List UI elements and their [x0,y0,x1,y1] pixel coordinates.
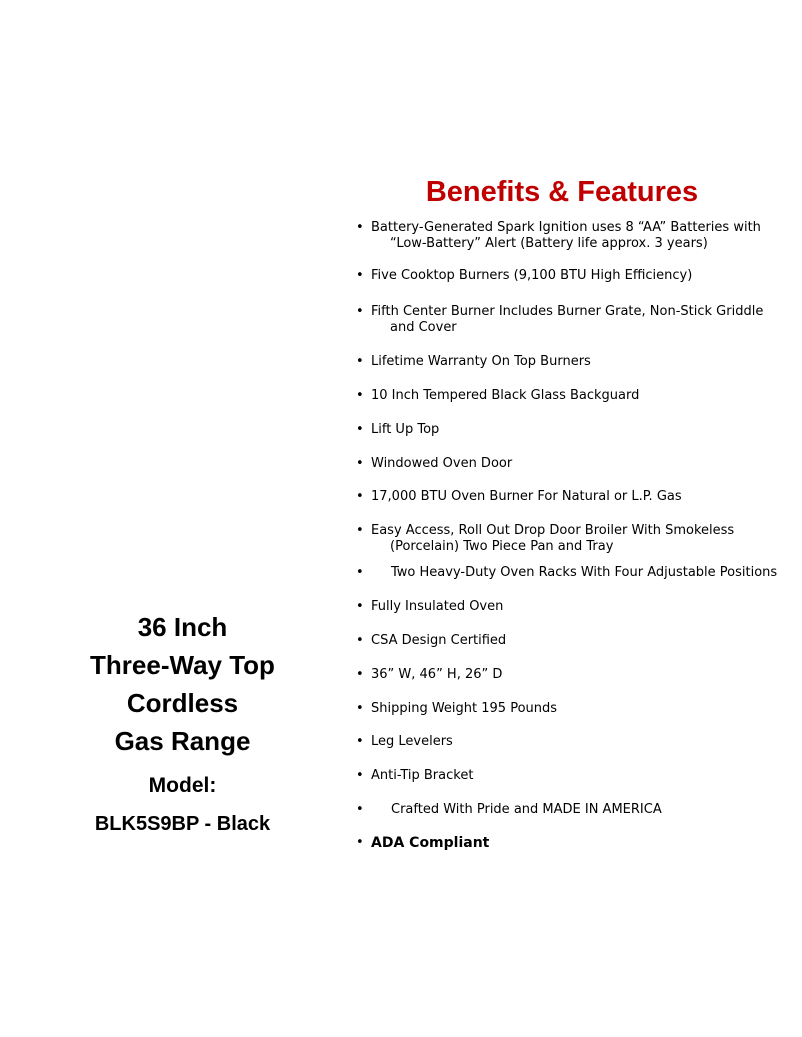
feature-item [356,489,796,505]
feature-text-continued: (Porcelain) Two Piece Pan and Tray [390,539,614,554]
feature-item [356,835,796,851]
feature-item [356,701,796,717]
bullet-icon: • [356,802,364,817]
feature-text: ADA Compliant [371,835,490,851]
feature-item [356,304,796,336]
bullet-icon: • [356,268,364,283]
bullet-icon: • [356,422,364,437]
feature-text: Easy Access, Roll Out Drop Door Broiler With Smokeless [371,523,735,538]
bullet-icon: • [356,354,364,369]
feature-text: Five Cooktop Burners (9,100 BTU High Efficiency) [371,268,693,283]
feature-text: 17,000 BTU Oven Burner For Natural or L.P. Gas [371,489,682,504]
bullet-icon: • [356,835,364,850]
bullet-icon: • [356,667,364,682]
bullet-icon: • [356,701,364,716]
product-title-line: Cordless [126,688,239,718]
bullet-icon: • [356,304,364,319]
bullet-icon: • [356,565,364,580]
feature-text: 10 Inch Tempered Black Glass Backguard [371,388,640,403]
feature-text: Leg Levelers [371,734,453,749]
bullet-icon: • [356,489,364,504]
feature-text-continued: “Low-Battery” Alert (Battery life approx. 3 years) [390,236,708,251]
product-title-line: 36 Inch [137,612,228,642]
feature-text: Fully Insulated Oven [371,599,504,614]
feature-item [356,354,796,370]
model-label: Model: [148,774,217,797]
feature-text: Fifth Center Burner Includes Burner Grate, Non-Stick Griddle [371,304,764,319]
feature-text: Battery-Generated Spark Ignition uses 8 “AA” Batteries with [371,220,761,235]
feature-text: Two Heavy-Duty Oven Racks With Four Adjustable Positions [391,565,778,580]
feature-text: Lifetime Warranty On Top Burners [371,354,591,369]
feature-item [356,599,796,615]
bullet-icon: • [356,633,364,648]
feature-item [356,802,796,818]
product-title-line: Three-Way Top [90,650,275,680]
feature-text: Anti-Tip Bracket [371,768,474,783]
product-info [50,608,370,838]
model-number: BLK5S9BP - Black [94,813,271,835]
bullet-icon: • [356,599,364,614]
feature-item [356,422,796,438]
feature-item [356,388,796,404]
bullet-icon: • [356,456,364,471]
feature-item [356,220,796,252]
feature-text: 36” W, 46” H, 26” D [371,667,503,682]
feature-item [356,633,796,649]
feature-item [356,734,796,750]
feature-item [356,667,796,683]
feature-text: Shipping Weight 195 Pounds [371,701,558,716]
feature-item [356,268,796,284]
feature-text: Windowed Oven Door [371,456,513,471]
bullet-icon: • [356,768,364,783]
feature-item [356,565,796,581]
feature-item [356,768,796,784]
bullet-icon: • [356,220,364,235]
feature-item [356,523,796,555]
product-title-line: Gas Range [114,726,251,756]
feature-text: Lift Up Top [371,422,440,437]
page-title: Benefits & Features [425,176,699,208]
feature-item [356,456,796,472]
bullet-icon: • [356,734,364,749]
feature-text: Crafted With Pride and MADE IN AMERICA [391,802,662,817]
feature-text: CSA Design Certified [371,633,507,648]
bullet-icon: • [356,388,364,403]
bullet-icon: • [356,523,364,538]
feature-text-continued: and Cover [390,320,457,335]
